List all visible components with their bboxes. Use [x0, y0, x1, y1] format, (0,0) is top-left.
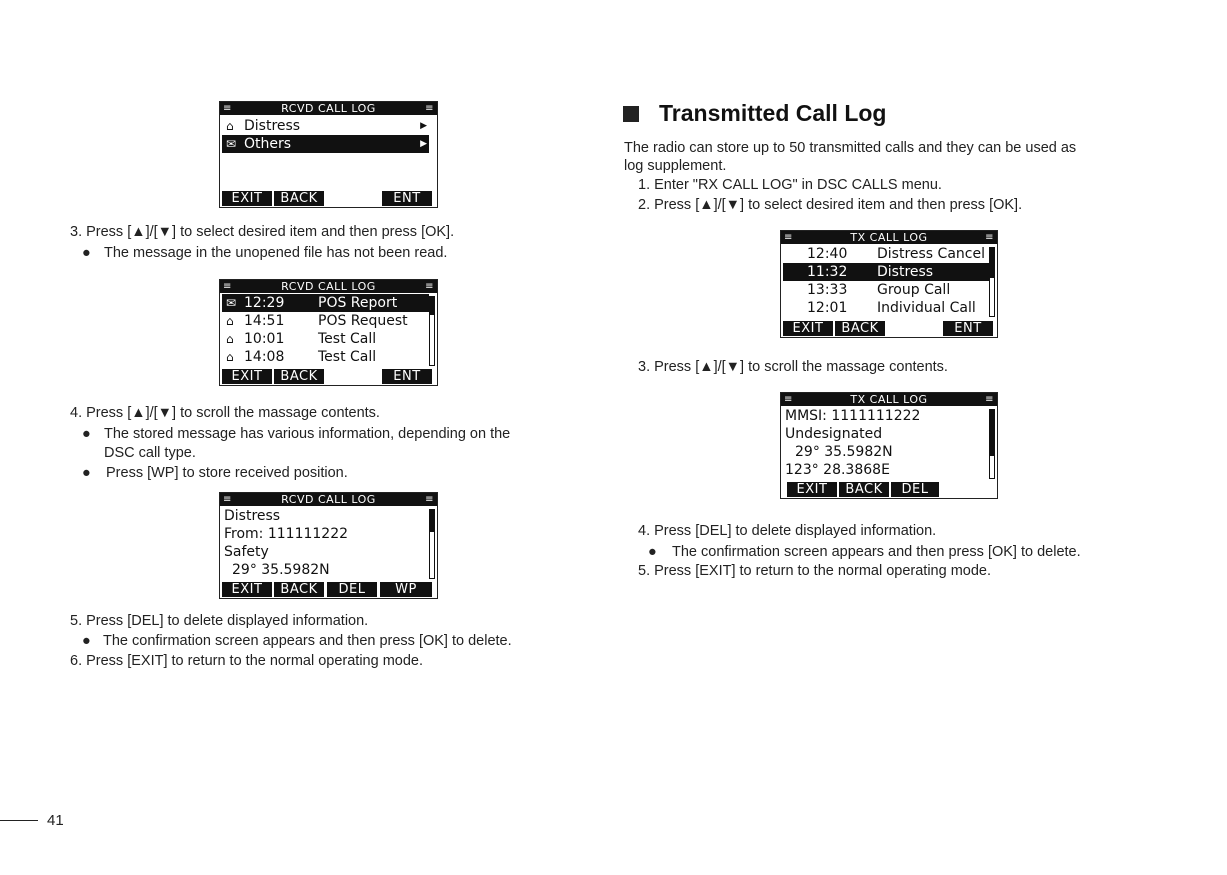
page-rule	[0, 820, 38, 821]
step-4-bullet-1: The stored message has various information, depending on the	[104, 426, 511, 442]
lcd-line: Safety	[224, 544, 269, 560]
key-exit: EXIT	[783, 321, 833, 336]
lcd-line: Distress	[224, 508, 281, 524]
lcd-softkeys	[222, 369, 435, 384]
key-del: DEL	[327, 582, 377, 597]
key-ent: ENT	[943, 321, 993, 336]
key-exit: EXIT	[222, 191, 272, 206]
lcd-row: 12:40 Distress Cancel	[807, 246, 985, 262]
envelope-open-icon: ⌂	[226, 332, 234, 346]
lcd-header: ≡ RCVD CALL LOG ≡	[220, 280, 437, 293]
menu-icon: ≡	[425, 494, 434, 505]
lcd-header: ≡ RCVD CALL LOG ≡	[220, 493, 437, 506]
step-4: 4. Press [▲]/[▼] to scroll the massage contents.	[70, 405, 380, 421]
lcd-row: 13:33 Group Call	[807, 282, 951, 298]
lcd-scrollbar	[989, 247, 995, 317]
menu-icon: ≡	[425, 103, 434, 114]
lcd-header: ≡ TX CALL LOG ≡	[781, 231, 997, 244]
section-square-icon	[623, 106, 639, 122]
step-3-bullet: The message in the unopened file has not been read.	[104, 245, 448, 261]
step-1: 1. Enter "RX CALL LOG" in DSC CALLS menu.	[638, 177, 942, 193]
key-back: BACK	[274, 191, 324, 206]
lcd-line: From: 111111222	[224, 526, 349, 542]
key-ent: ENT	[382, 191, 432, 206]
envelope-icon: ✉	[226, 137, 237, 151]
step-4-right-bullet: The confirmation screen appears and then press [OK] to delete.	[672, 544, 1081, 560]
envelope-open-icon: ⌂	[226, 119, 234, 133]
step-4-bullet-2: Press [WP] to store received position.	[106, 465, 348, 481]
lcd-softkeys	[222, 582, 435, 597]
step-4-bullet-1-cont: DSC call type.	[104, 445, 196, 461]
envelope-open-icon: ⌂	[226, 314, 234, 328]
key-exit: EXIT	[222, 582, 272, 597]
arrow-right-icon: ▶	[420, 139, 427, 149]
menu-icon: ≡	[985, 394, 994, 405]
menu-icon: ≡	[223, 103, 232, 114]
step-6: 6. Press [EXIT] to return to the normal operating mode.	[70, 653, 424, 669]
lcd-line: 123° 28.3868E	[785, 462, 890, 478]
lcd-tx-call-list	[780, 230, 998, 338]
menu-icon: ≡	[985, 232, 994, 243]
lcd-rcvd-call-log-menu	[219, 101, 438, 208]
key-ent: ENT	[382, 369, 432, 384]
step-5: 5. Press [DEL] to delete displayed information.	[70, 613, 369, 629]
key-exit: EXIT	[787, 482, 837, 497]
key-back: BACK	[274, 369, 324, 384]
arrow-right-icon: ▶	[420, 121, 427, 131]
envelope-open-icon: ⌂	[226, 350, 234, 364]
lcd-header: ≡ RCVD CALL LOG ≡	[220, 102, 437, 115]
lcd-line: MMSI: 1111111222	[785, 408, 921, 424]
lcd-row: 12:01 Individual Call	[807, 300, 976, 316]
lcd-row: ✉ 12:29 POS Report	[222, 294, 429, 312]
lcd-softkeys	[222, 191, 435, 206]
menu-icon: ≡	[784, 394, 793, 405]
page-number: 41	[47, 812, 64, 829]
lcd-softkeys	[783, 482, 995, 497]
menu-icon: ≡	[223, 494, 232, 505]
lcd-row: ⌂ 10:01 Test Call	[226, 331, 377, 347]
key-back: BACK	[274, 582, 324, 597]
intro-line-1: The radio can store up to 50 transmitted calls and they can be used as	[624, 140, 1077, 156]
lcd-rcvd-call-detail	[219, 492, 438, 599]
lcd-tx-call-detail	[780, 392, 998, 499]
bullet: ●	[82, 245, 91, 261]
step-3: 3. Press [▲]/[▼] to select desired item and then press [OK].	[70, 224, 455, 240]
key-back: BACK	[839, 482, 889, 497]
menu-icon: ≡	[425, 281, 434, 292]
lcd-line: 29° 35.5982N	[232, 562, 330, 578]
menu-icon: ≡	[784, 232, 793, 243]
lcd-scrollbar	[429, 509, 435, 579]
lcd-row-distress: ⌂ Distress ▶	[226, 118, 427, 134]
lcd-scrollbar	[429, 296, 435, 366]
step-3-right: 3. Press [▲]/[▼] to scroll the massage contents.	[638, 359, 948, 375]
lcd-row: 11:32 Distress	[783, 263, 989, 281]
lcd-line: 29° 35.5982N	[795, 444, 893, 460]
lcd-rcvd-call-list	[219, 279, 438, 386]
bullet: ●	[82, 465, 91, 481]
intro-line-2: log supplement.	[624, 158, 727, 174]
bullet: ●	[82, 426, 91, 442]
lcd-row: ⌂ 14:08 Test Call	[226, 349, 377, 365]
bullet: ●	[648, 544, 657, 560]
menu-icon: ≡	[223, 281, 232, 292]
lcd-scrollbar	[989, 409, 995, 479]
lcd-header: ≡ TX CALL LOG ≡	[781, 393, 997, 406]
section-title: Transmitted Call Log	[659, 100, 887, 126]
step-5-bullet: The confirmation screen appears and then press [OK] to delete.	[103, 633, 512, 649]
step-4-right: 4. Press [DEL] to delete displayed information.	[638, 523, 937, 539]
key-del: DEL	[891, 482, 939, 497]
lcd-softkeys	[783, 321, 995, 336]
step-2: 2. Press [▲]/[▼] to select desired item and then press [OK].	[638, 197, 1023, 213]
bullet: ●	[82, 633, 91, 649]
envelope-icon: ✉	[226, 296, 237, 310]
key-wp: WP	[380, 582, 432, 597]
lcd-row-others: ✉ Others ▶	[222, 135, 429, 153]
key-back: BACK	[835, 321, 885, 336]
step-5-right: 5. Press [EXIT] to return to the normal operating mode.	[638, 563, 992, 579]
lcd-line: Undesignated	[785, 426, 883, 442]
lcd-row: ⌂ 14:51 POS Request	[226, 313, 408, 329]
key-exit: EXIT	[222, 369, 272, 384]
